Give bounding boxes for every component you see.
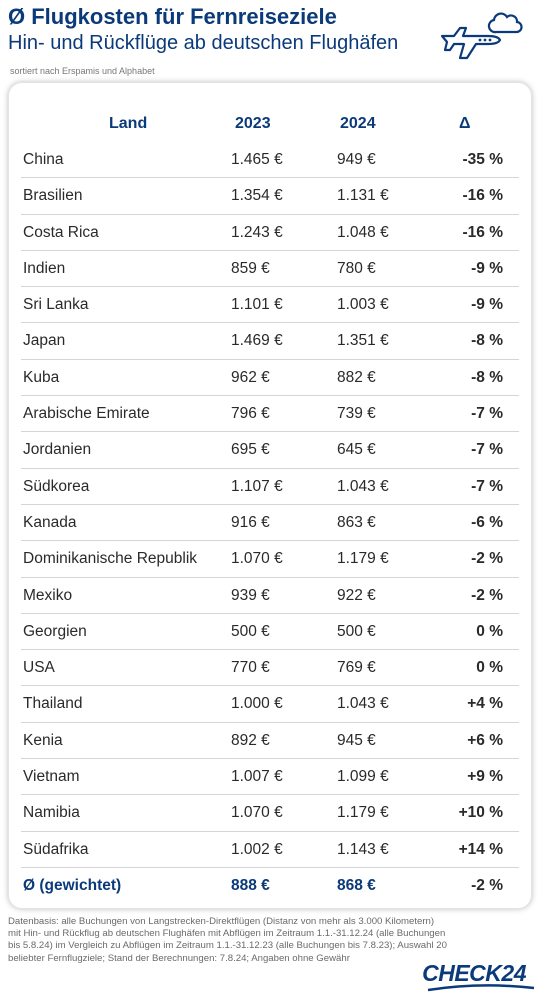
price-2023-cell: 1.101 €: [231, 296, 283, 314]
delta-cell: -16 %: [462, 187, 503, 205]
price-2024-cell: 500 €: [337, 622, 376, 640]
price-2024-cell: 1.048 €: [337, 223, 389, 241]
delta-cell: -35 %: [462, 151, 503, 168]
table-row: [9, 759, 531, 795]
country-cell: Georgien: [23, 622, 87, 640]
country-cell: Südkorea: [23, 477, 90, 495]
delta-cell: -8 %: [471, 332, 503, 350]
check24-logo: [422, 960, 526, 987]
price-2024-cell: 945 €: [337, 731, 376, 749]
price-2024-cell: 1.143 €: [337, 840, 389, 858]
table-row: [9, 396, 531, 432]
airplane-cloud-icon: [436, 6, 526, 66]
price-2023-cell: 1.354 €: [231, 187, 283, 205]
price-2024-cell: 1.003 €: [337, 296, 389, 314]
table-row: [9, 795, 531, 831]
page-subtitle: Hin- und Rückflüge ab deutschen Flughäfen: [8, 32, 399, 54]
country-cell: Kuba: [23, 368, 60, 386]
delta-cell: +9 %: [467, 768, 503, 786]
country-cell: China: [23, 151, 64, 168]
country-cell: Costa Rica: [23, 223, 99, 241]
column-header-2023: 2023: [235, 115, 271, 132]
price-2024-cell: 739 €: [337, 405, 376, 423]
table-row: [9, 832, 531, 868]
country-cell: Kanada: [23, 513, 77, 531]
price-2023-cell: 1.243 €: [231, 223, 283, 241]
price-2024-cell: 645 €: [337, 441, 376, 459]
table-header: [9, 103, 531, 133]
delta-cell: +14 %: [458, 840, 503, 858]
country-cell: USA: [23, 659, 55, 677]
delta-cell: -9 %: [471, 259, 503, 277]
country-cell: Namibia: [23, 804, 80, 822]
table-row: [9, 614, 531, 650]
delta-cell: +6 %: [467, 731, 503, 749]
header: [0, 0, 540, 85]
price-2023-cell: 1.070 €: [231, 804, 283, 822]
average-row: [9, 868, 531, 904]
delta-cell: -2 %: [471, 586, 503, 604]
logo-swoosh-icon: [426, 984, 536, 994]
delta-cell: +10 %: [458, 804, 503, 822]
table-row: [9, 287, 531, 323]
delta-cell: 0 %: [476, 622, 503, 640]
country-cell: Dominikanische Republik: [23, 550, 198, 568]
price-2024-cell: 922 €: [337, 586, 376, 604]
delta-cell: 0 %: [476, 659, 503, 677]
delta-cell: -9 %: [471, 296, 503, 314]
country-cell: Vietnam: [23, 768, 80, 786]
country-cell: Arabische Emirate: [23, 405, 150, 423]
price-2024-cell: 1.351 €: [337, 332, 389, 350]
price-2023-cell: 916 €: [231, 513, 270, 531]
price-2023-cell: 962 €: [231, 368, 270, 386]
price-table: [8, 82, 532, 909]
sort-note: sortiert nach Erspamis und Alphabet: [10, 66, 155, 76]
delta-cell: -7 %: [471, 405, 503, 423]
price-2023-cell: 1.107 €: [231, 477, 283, 495]
price-2023-cell: 892 €: [231, 731, 270, 749]
delta-cell: -2 %: [471, 876, 503, 894]
table-body: [9, 142, 531, 904]
delta-cell: +4 %: [467, 695, 503, 713]
price-2024-cell: 1.043 €: [337, 695, 389, 713]
page-title: Ø Flugkosten für Fernreiseziele: [8, 4, 337, 29]
table-row: [9, 723, 531, 759]
price-2023-cell: 1.465 €: [231, 151, 283, 168]
column-header-land: Land: [109, 115, 148, 132]
country-cell: Sri Lanka: [23, 296, 89, 314]
price-2024-cell: 1.179 €: [337, 804, 389, 822]
table-row: [9, 650, 531, 686]
price-2024-cell: 882 €: [337, 368, 376, 386]
table-row: [9, 686, 531, 722]
country-cell: Thailand: [23, 695, 83, 713]
price-2024-cell: 863 €: [337, 513, 376, 531]
price-2024-cell: 780 €: [337, 259, 376, 277]
delta-cell: -2 %: [471, 550, 503, 568]
table-row: [9, 360, 531, 396]
price-2024-cell: 868 €: [337, 876, 376, 894]
table-row: [9, 505, 531, 541]
delta-cell: -16 %: [462, 223, 503, 241]
delta-cell: -7 %: [471, 477, 503, 495]
country-cell: Brasilien: [23, 187, 83, 205]
delta-cell: -7 %: [471, 441, 503, 459]
price-2023-cell: 770 €: [231, 659, 270, 677]
table-row: [9, 541, 531, 577]
country-cell: Kenia: [23, 731, 63, 749]
country-cell: Südafrika: [23, 840, 89, 858]
country-cell: Mexiko: [23, 586, 73, 604]
delta-cell: -8 %: [471, 368, 503, 386]
column-header-delta: Δ: [459, 115, 471, 132]
price-2023-cell: 888 €: [231, 876, 270, 894]
price-2023-cell: 1.000 €: [231, 695, 283, 713]
price-2024-cell: 1.131 €: [337, 187, 389, 205]
table-row: [9, 178, 531, 214]
logo-text: CHECK24: [422, 960, 526, 986]
price-2023-cell: 939 €: [231, 586, 270, 604]
price-2024-cell: 1.179 €: [337, 550, 389, 568]
column-header-2024: 2024: [340, 115, 376, 132]
price-2023-cell: 859 €: [231, 259, 270, 277]
price-2023-cell: 1.070 €: [231, 550, 283, 568]
price-2024-cell: 949 €: [337, 151, 376, 168]
price-2023-cell: 1.469 €: [231, 332, 283, 350]
table-row: [9, 469, 531, 505]
price-2024-cell: 769 €: [337, 659, 376, 677]
table-row: [9, 578, 531, 614]
footnote: Datenbasis: alle Buchungen von Langstrecken-Direktflügen (Distanz von mehr als 3.000 Kilometern) mit Hin- und Rückflug ab deutschen Flughäfen mit Abflügen im Zeitraum 1.1.-31.12.24 (alle Buchungen bis 5.8.24) im Vergleich zu Abflügen im Zeitraum 1.1.-31.12.23 (alle Buchungen bis 7.8.23); Auswahl 20 beliebter Fernflugziele; Stand der Berechnungen: 7.8.24; Angaben ohne Gewähr: [8, 916, 447, 964]
country-cell: Ø (gewichtet): [23, 876, 122, 894]
price-2023-cell: 695 €: [231, 441, 270, 459]
table-row: [9, 251, 531, 287]
table-row: [9, 142, 531, 178]
price-2023-cell: 1.007 €: [231, 768, 283, 786]
price-2023-cell: 796 €: [231, 405, 270, 423]
price-2024-cell: 1.043 €: [337, 477, 389, 495]
price-2023-cell: 1.002 €: [231, 840, 283, 858]
country-cell: Jordanien: [23, 441, 92, 459]
table-row: [9, 215, 531, 251]
price-2023-cell: 500 €: [231, 622, 270, 640]
price-2024-cell: 1.099 €: [337, 768, 389, 786]
table-row: [9, 323, 531, 359]
country-cell: Japan: [23, 332, 66, 350]
table-row: [9, 432, 531, 468]
delta-cell: -6 %: [471, 513, 503, 531]
country-cell: Indien: [23, 259, 66, 277]
